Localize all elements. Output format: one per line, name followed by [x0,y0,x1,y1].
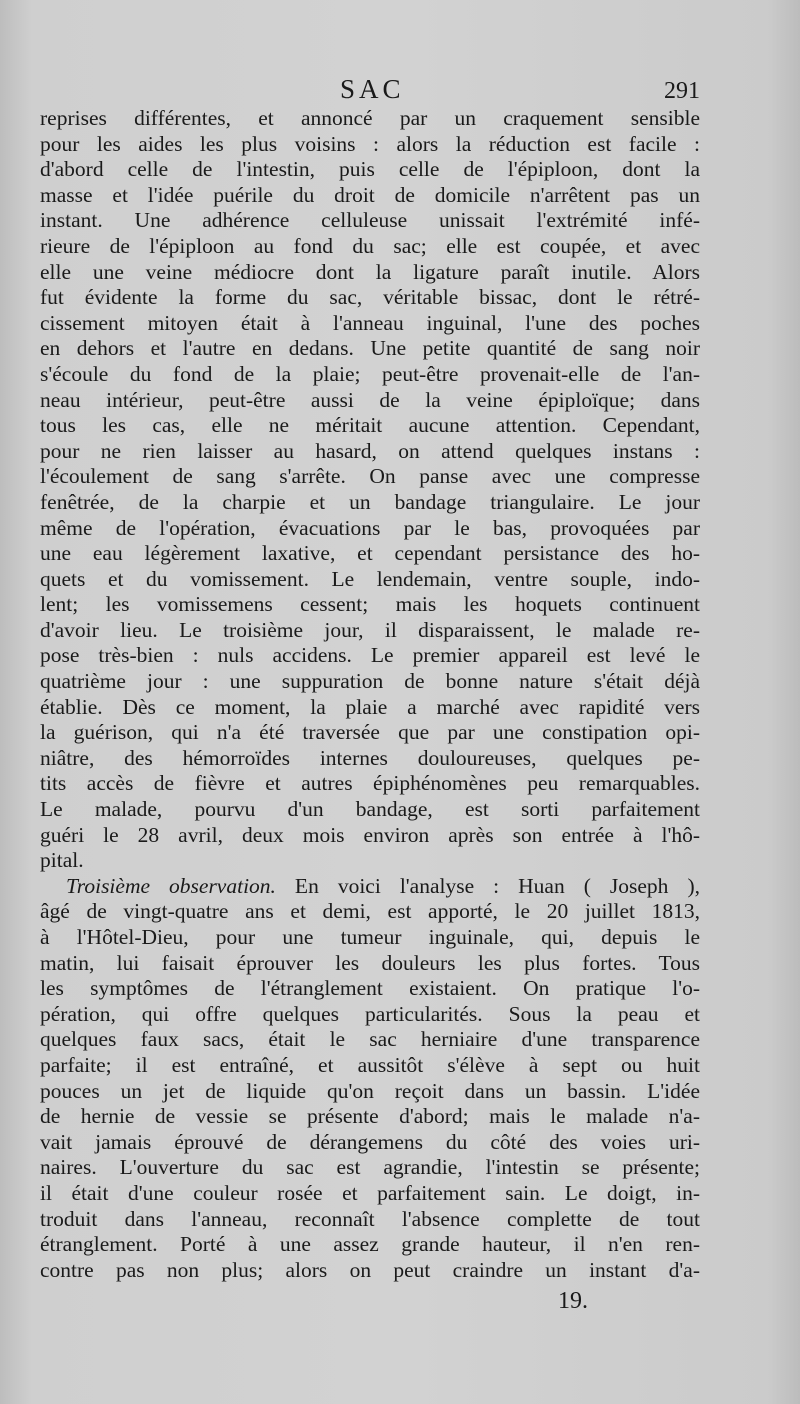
text-line: d'avoir lieu. Le troisième jour, il disparaissent, le malade re- [40,617,700,642]
text-line: neau intérieur, peut-être aussi de la veine épiploïque; dans [40,387,700,412]
text-line: fenêtrée, de la charpie et un bandage triangulaire. Le jour [40,489,700,514]
text-line: pération, qui offre quelques particularités. Sous la peau et [40,1001,700,1026]
text-line: même de l'opération, évacuations par le bas, provoquées par [40,515,700,540]
text-line: contre pas non plus; alors on peut craindre un instant d'a- [40,1257,700,1282]
text-line: l'écoulement de sang s'arrête. On panse avec une compresse [40,464,700,489]
signature-mark: 19. [558,1288,588,1314]
text-line: âgé de vingt-quatre ans et demi, est apporté, le 20 juillet 1813, [40,899,700,924]
text-line: pour ne rien laisser au hasard, on attend quelques instans : [40,438,700,463]
text-line: la guérison, qui n'a été traversée que par une constipation opi- [40,720,700,745]
text-line: matin, lui faisait éprouver les douleurs les plus fortes. Tous [40,950,700,975]
text-line: quets et du vomissement. Le lendemain, ventre souple, indo- [40,566,700,591]
text-line: quatrième jour : une suppuration de bonne nature s'était déjà [40,669,700,694]
running-head [40,74,700,110]
page-number: 291 [664,78,700,104]
text-line: naires. L'ouverture du sac est agrandie, l'intestin se présente; [40,1155,700,1180]
text-line: une eau légèrement laxative, et cependant persistance des ho- [40,541,700,566]
text-line: fut évidente la forme du sac, véritable bissac, dont le rétré- [40,285,700,310]
text-line: quelques faux sacs, était le sac herniaire d'une transparence [40,1027,700,1052]
text-line: tous les cas, elle ne méritait aucune attention. Cependant, [40,413,700,438]
text-line: troduit dans l'anneau, reconnaît l'absence complette de tout [40,1206,700,1231]
text-line: parfaite; il est entraîné, et aussitôt s'élève à sept ou huit [40,1052,700,1077]
text-line: cissement mitoyen était à l'anneau inguinal, l'une des poches [40,310,700,335]
observation-heading: Troisième observation. [66,873,276,898]
text-line: reprises différentes, et annoncé par un craquement sensible [40,106,700,130]
text-line: pital. [40,848,84,873]
text-line: pouces un jet de liquide qu'on reçoit dans un bassin. L'idée [40,1078,700,1103]
text-line: à l'Hôtel-Dieu, pour une tumeur inguinale, qui, depuis le [40,925,700,949]
text-line: en dehors et l'autre en dedans. Une petite quantité de sang noir [40,336,700,361]
text-line: elle une veine médiocre dont la ligature paraît inutile. Alors [40,259,700,284]
text-line: de hernie de vessie se présente d'abord; mais le malade n'a- [40,1104,700,1129]
text-line: guéri le 28 avril, deux mois environ après son entrée à l'hô- [40,822,700,847]
text-line: tits accès de fièvre et autres épiphénomènes peu remarquables. [40,771,700,796]
text-line: Le malade, pourvu d'un bandage, est sorti parfaitement [40,797,700,822]
text-line: s'écoule du fond de la plaie; peut-être provenait-elle de l'an- [40,361,700,386]
text-line: d'abord celle de l'intestin, puis celle de l'épiploon, dont la [40,157,700,182]
main-text [40,106,700,1283]
text-line: lent; les vomissemens cessent; mais les hoquets continuent [40,592,700,617]
text-line: niâtre, des hémorroïdes internes douloureuses, quelques pe- [40,745,700,770]
text-line: rieure de l'épiploon au fond du sac; elle est coupée, et avec [40,233,700,258]
observation-intro: En voici l'analyse : Huan ( Joseph ), [275,873,700,898]
text-line: établie. Dès ce moment, la plaie a marché avec rapidité vers [40,694,700,719]
text-line: vait jamais éprouvé de dérangemens du côté des voies uri- [40,1129,700,1154]
observation-first-line [40,874,700,900]
text-line: instant. Une adhérence celluleuse unissait l'extrémité infé- [40,208,700,233]
text-line: pose très-bien : nuls accidens. Le premier appareil est levé le [40,643,700,668]
text-line: il était d'une couleur rosée et parfaitement sain. Le doigt, in- [40,1180,700,1205]
text-line: pour les aides les plus voisins : alors la réduction est facile : [40,131,700,156]
text-line: étranglement. Porté à une assez grande hauteur, il n'en ren- [40,1232,700,1257]
text-line: les symptômes de l'étranglement existaient. On pratique l'o- [40,976,700,1001]
text-line: masse et l'idée puérile du droit de domicile n'arrêtent pas un [40,182,700,207]
running-title: SAC [340,74,405,104]
